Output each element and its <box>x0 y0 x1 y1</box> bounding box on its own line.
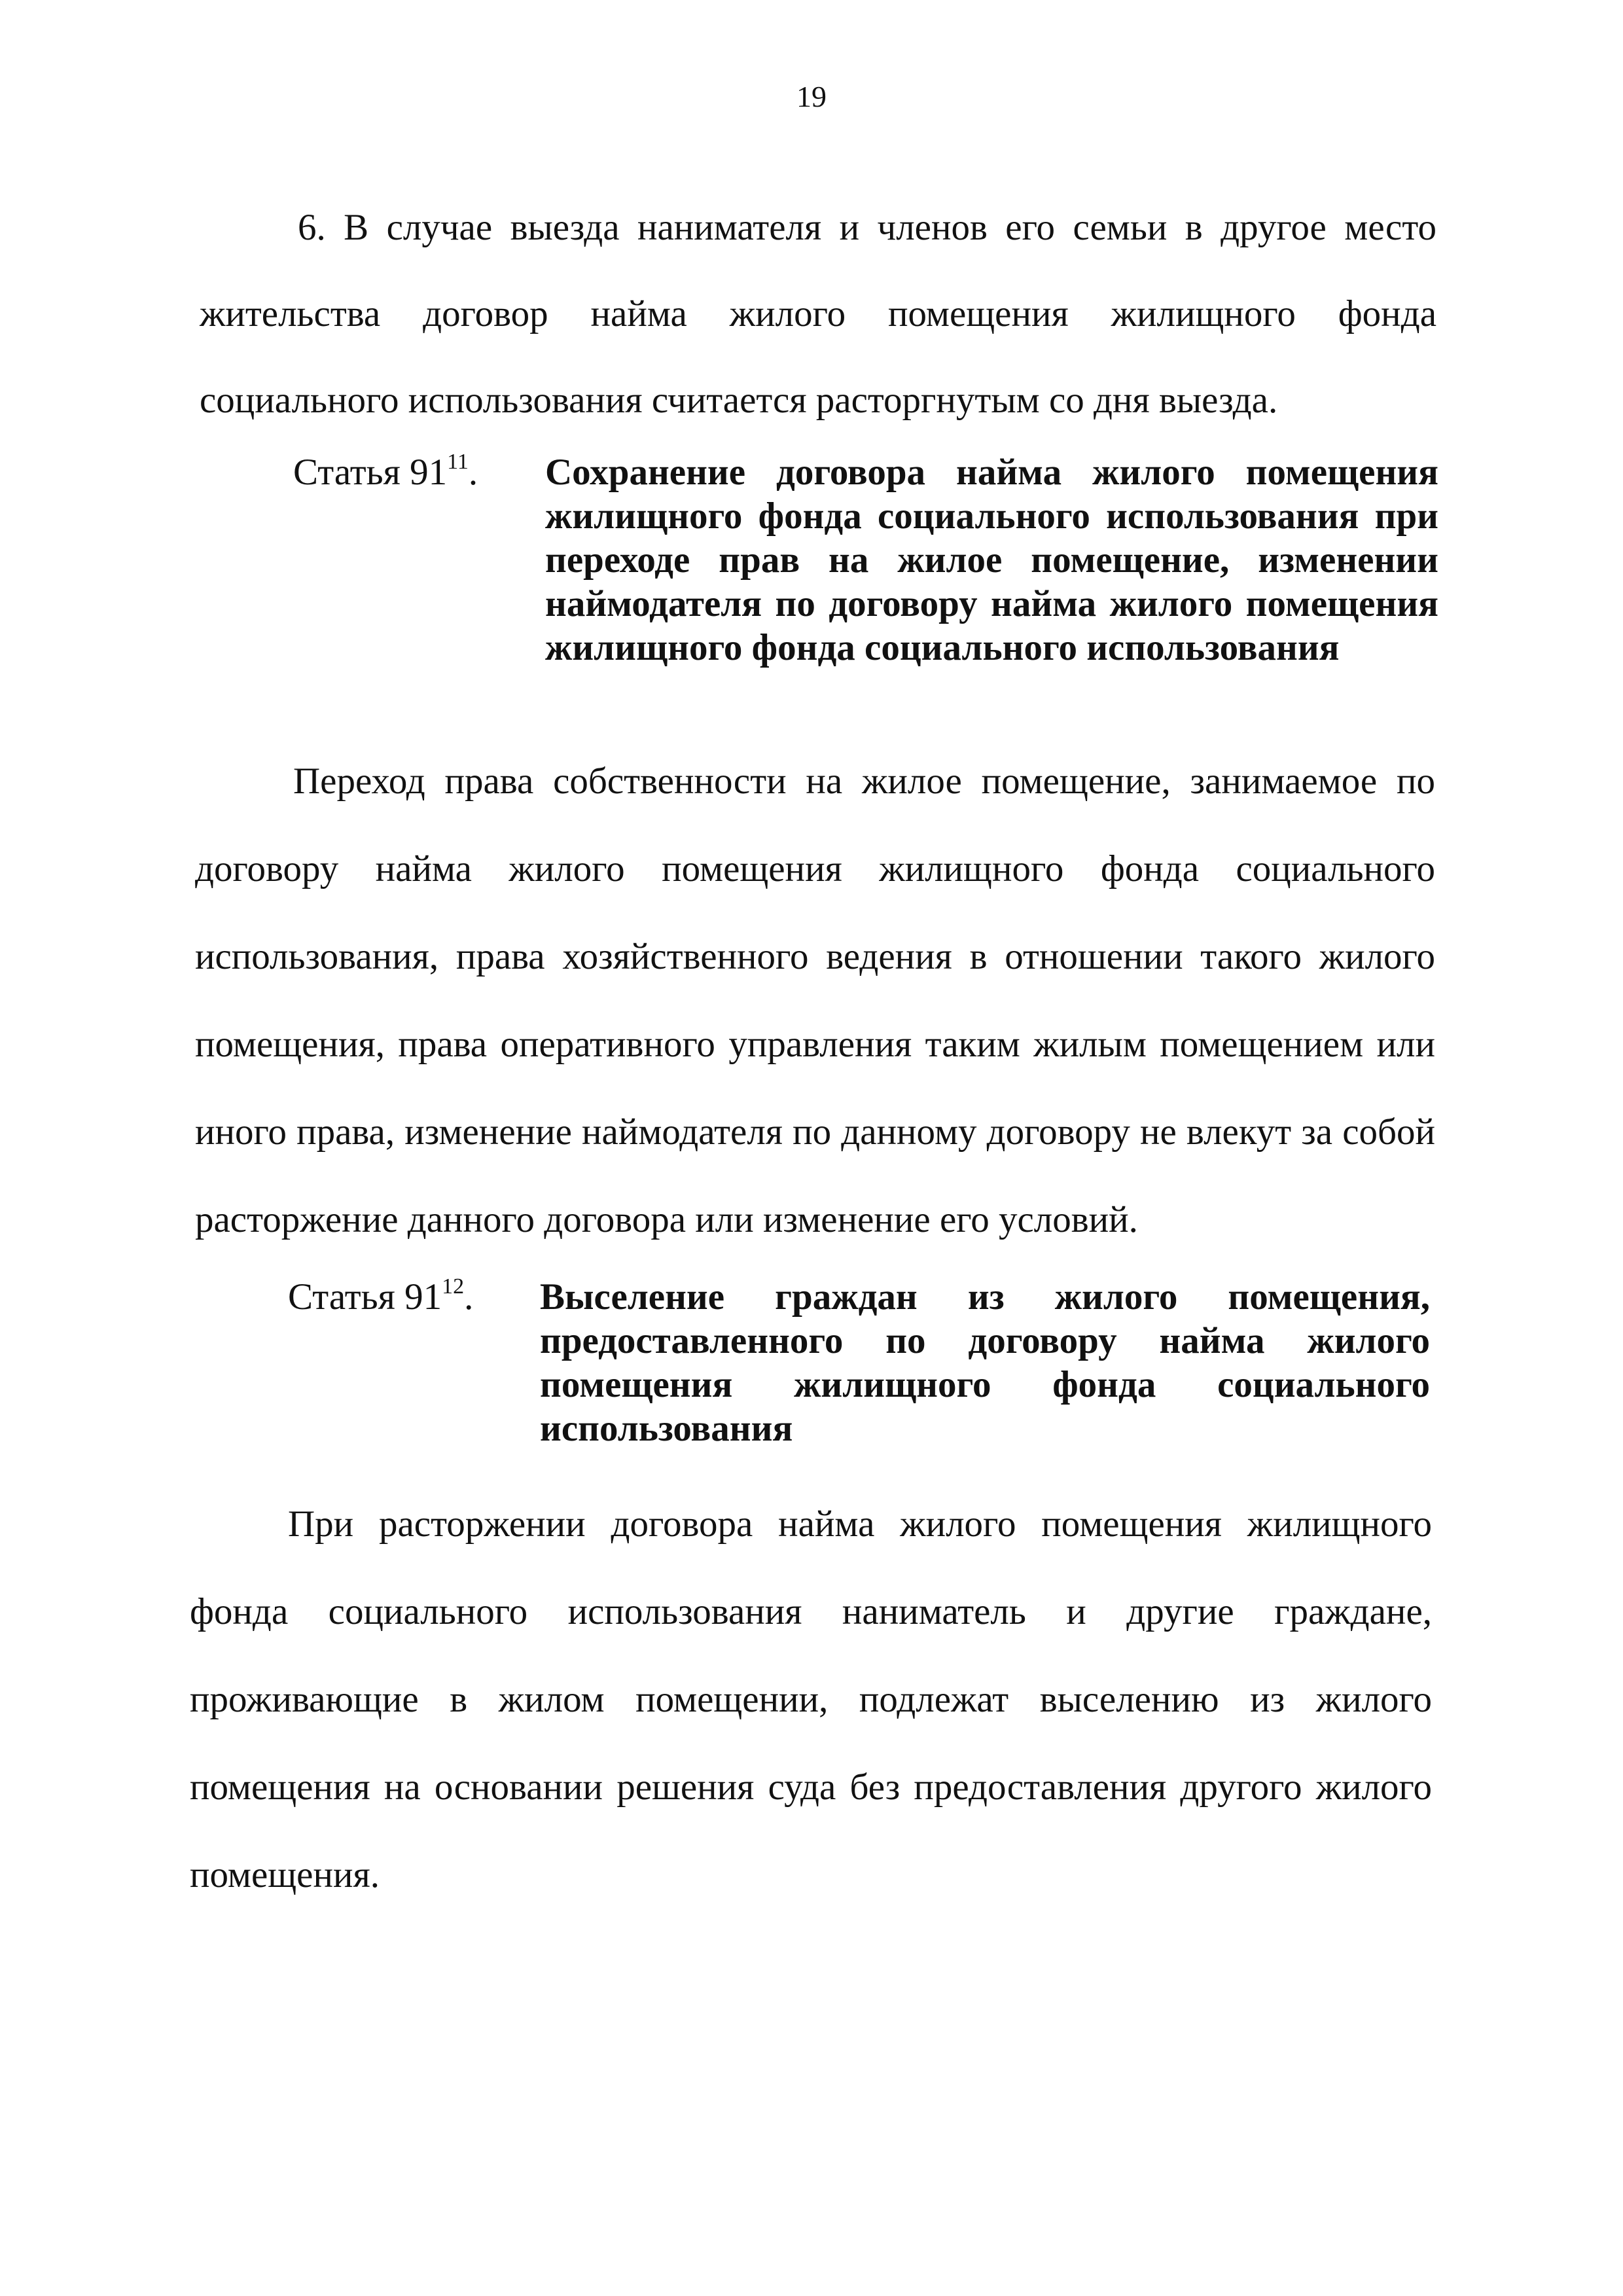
article-91-12-label <box>288 1275 473 1319</box>
paragraph-eviction <box>190 1480 1432 1919</box>
paragraph-6-text: 6. В случае выезда нанимателя и членов его семьи в другое место жительства договор найма жилого помещения жилищного фонда социального использования считается расторгнутым со дня выезда. <box>200 207 1436 421</box>
article-label-suffix: . <box>464 1276 474 1318</box>
article-91-12 <box>288 1275 1430 1465</box>
paragraph-6 <box>200 185 1436 444</box>
article-label-superscript: 12 <box>442 1274 465 1299</box>
article-91-12-title: Выселение граждан из жилого помещения, предоставленного по договору найма жилого помещения жилищного фонда социального использования <box>540 1276 1430 1449</box>
paragraph-transfer-of-rights <box>195 738 1435 1264</box>
article-91-11-label <box>293 450 478 494</box>
page-number: 19 <box>796 80 827 113</box>
paragraph-eviction-text: При расторжении договора найма жилого помещения жилищного фонда социального использования наниматель и другие граждане, проживающие в жилом помещении, подлежат выселению из жилого помещения на основании решения суда без предоставления другого жилого помещения. <box>190 1503 1432 1895</box>
article-91-11 <box>293 450 1438 725</box>
article-91-11-title: Сохранение договора найма жилого помещения жилищного фонда социального использования при переходе прав на жилое помещение, изменении наймодателя по договору найма жилого помещения жилищного фонда социального использования <box>545 452 1438 668</box>
article-label-text: Статья 91 <box>288 1276 442 1318</box>
paragraph-transfer-text: Переход права собственности на жилое помещение, занимаемое по договору найма жилого помещения жилищного фонда социального использования, права хозяйственного ведения в отношении такого жилого помещения, права оперативного управления таким жилым помещением или иного права, изменение наймодателя по данному договору не влекут за собой расторжение данного договора или изменение его условий. <box>195 761 1435 1240</box>
article-label-suffix: . <box>468 452 478 493</box>
article-label-superscript: 11 <box>447 450 469 474</box>
article-label-text: Статья 91 <box>293 452 448 493</box>
